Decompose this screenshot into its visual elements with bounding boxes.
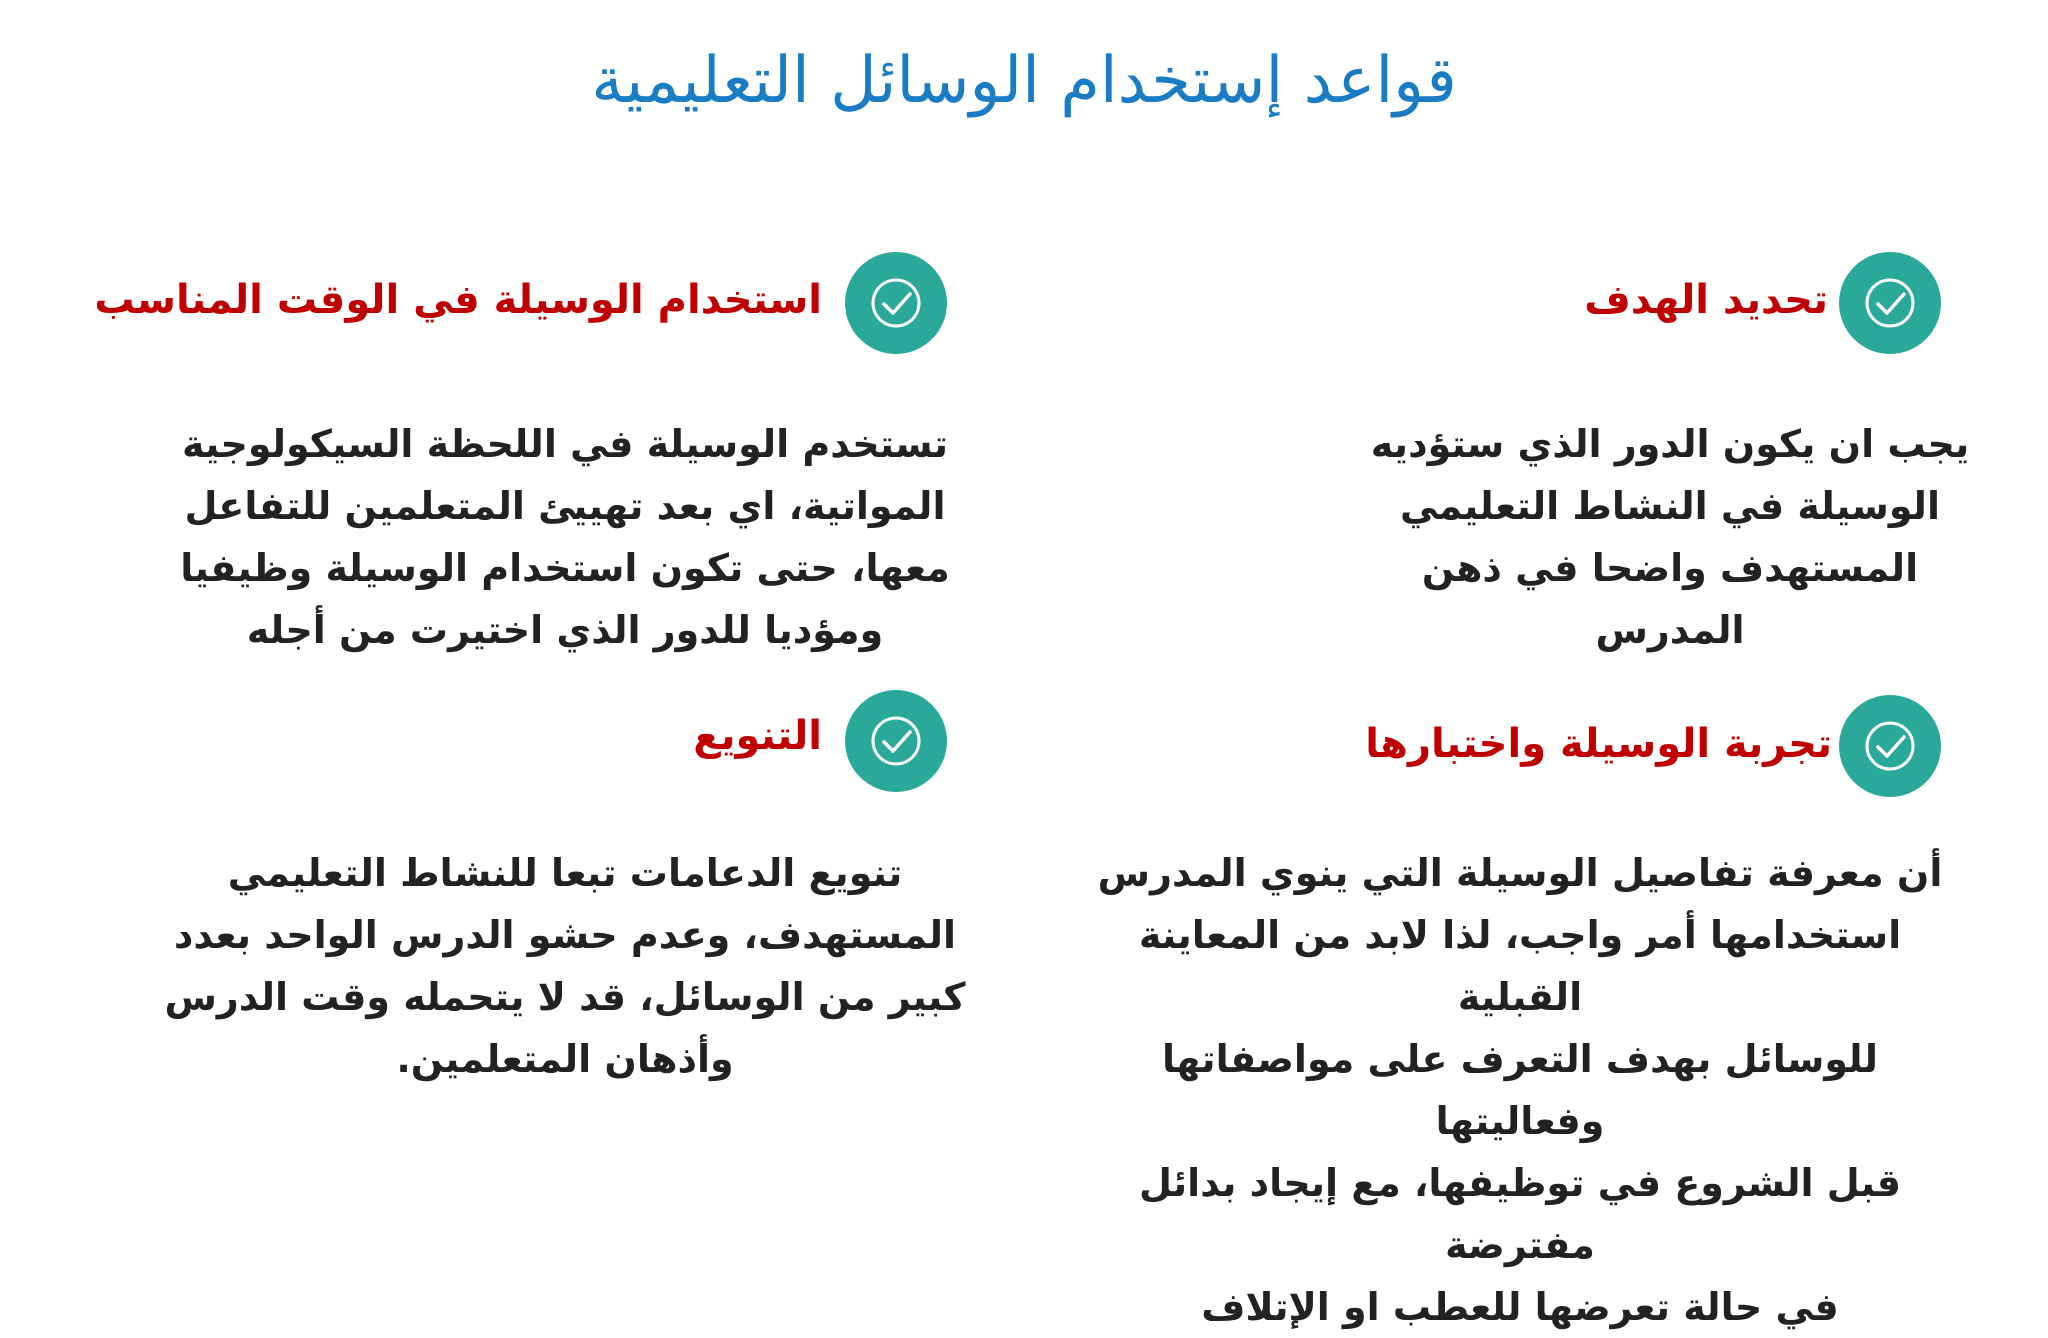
- body-line: ومؤديا للدور الذي اختيرت من أجله: [246, 608, 884, 652]
- body-line: معها، حتى تكون استخدام الوسيلة وظيفيا: [180, 546, 950, 590]
- check-circle-icon: [1839, 252, 1941, 354]
- rule-heading-timing: استخدام الوسيلة في الوقت المناسب: [94, 277, 822, 323]
- body-line: استخدامها أمر واجب، لذا لابد من المعاينة القبلية: [1138, 913, 1902, 1019]
- check-circle-icon: [845, 252, 947, 354]
- rule-body-variety: [160, 842, 970, 1090]
- rule-body-testing: [1090, 842, 1950, 1338]
- rule-body-goal: [1360, 413, 1980, 661]
- body-line: المدرس: [1595, 608, 1745, 652]
- page-title: قواعد إستخدام الوسائل التعليمية: [591, 44, 1457, 118]
- body-line: للوسائل بهدف التعرف على مواصفاتها وفعاليتها: [1161, 1037, 1879, 1143]
- rule-body-timing: [160, 413, 970, 661]
- body-line: تستخدم الوسيلة في اللحظة السيكولوجية: [181, 422, 949, 466]
- check-circle-icon: [1839, 695, 1941, 797]
- body-line: وأذهان المتعلمين.: [396, 1037, 734, 1081]
- body-line: المواتية، اي بعد تهييئ المتعلمين للتفاعل: [184, 484, 946, 528]
- body-line: كبير من الوسائل، قد لا يتحمله وقت الدرس: [164, 975, 966, 1019]
- body-line: المستهدف، وعدم حشو الدرس الواحد بعدد: [173, 913, 957, 957]
- body-line: في حالة تعرضها للعطب او الإتلاف: [1201, 1285, 1839, 1329]
- rule-heading-testing: تجربة الوسيلة واختبارها: [1365, 721, 1832, 767]
- rule-heading-goal: تحديد الهدف: [1584, 277, 1828, 323]
- body-line: تنويع الدعامات تبعا للنشاط التعليمي: [227, 851, 903, 895]
- body-line: المستهدف واضحا في ذهن: [1421, 546, 1919, 590]
- check-circle-icon: [845, 690, 947, 792]
- body-line: الوسيلة في النشاط التعليمي: [1400, 484, 1940, 528]
- body-line: قبل الشروع في توظيفها، مع إيجاد بدائل مفترضة: [1138, 1161, 1902, 1267]
- rule-heading-variety: التنويع: [693, 713, 822, 759]
- body-line: أن معرفة تفاصيل الوسيلة التي ينوي المدرس: [1097, 851, 1943, 895]
- body-line: يجب ان يكون الدور الذي ستؤديه: [1370, 422, 1970, 466]
